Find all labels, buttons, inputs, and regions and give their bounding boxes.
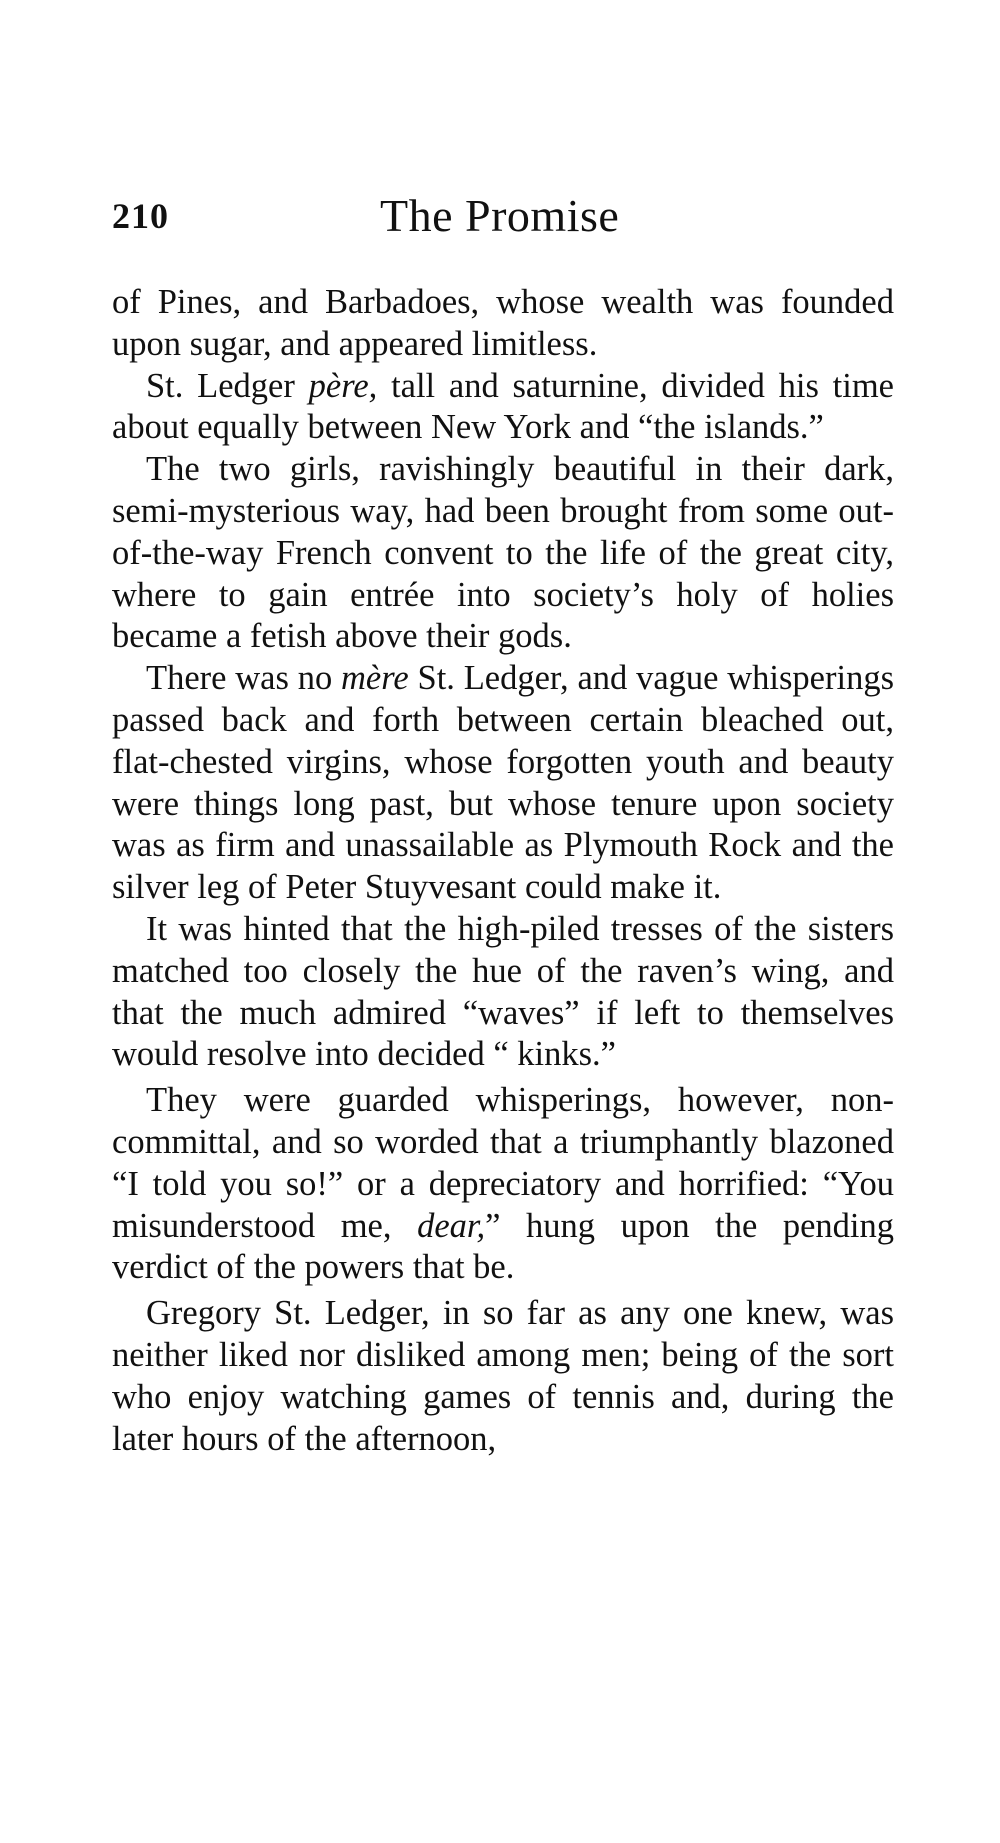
- paragraph-guarded-whisperings: [112, 1080, 894, 1289]
- paragraph-text: There was no: [146, 659, 342, 698]
- paragraph-text: of Pines, and Barbadoes, whose wealth was founded upon sugar, and appeared limitless.: [112, 283, 894, 363]
- paragraph-text: It was hinted that the high-piled tresses of the sisters matched too closely the hue of the raven’s wing, and that the much admired “waves” if left to themselves would resolve into decided “ kinks.”: [112, 909, 894, 1074]
- paragraph-text: St. Ledger: [146, 366, 309, 405]
- paragraph-two-girls: [112, 449, 894, 658]
- page-number: 210: [112, 196, 169, 236]
- paragraph-text: Gregory St. Ledger, in so far as any one knew, was neither liked nor disliked among men; being of the sort who enjoy watching games of tennis and, during the later hours of the afternoon,: [112, 1294, 894, 1458]
- paragraph-no-mere: [112, 658, 894, 909]
- running-head: [112, 186, 894, 246]
- paragraph-text: tall and saturnine, divided his time about equally between New York and “the islands.”: [112, 366, 894, 447]
- paragraph-text: ” hung upon the pending verdict of the powers that be.: [112, 1206, 895, 1287]
- paragraph-text: St. Ledger, and vague whisperings passed back and forth between certain bleached out, flat-chested virgins, whose forgotten youth and beauty were things long past, but whose tenure upon society was as firm and unassailable as Plymouth Rock and the silver leg of Peter Stuyvesant could make it.: [112, 659, 894, 907]
- body-text: [112, 282, 894, 1460]
- paragraph-text: The two girls, ravishingly beautiful in their dark, semi-mysterious way, had been brought from some out-of-the-way French convent to the life of the great city, where to gain entrée into society’s holy of holies became a fetish above their gods.: [112, 450, 894, 656]
- paragraph-text: They were guarded whisperings, however, non-committal, and so worded that a triumphantly blazoned “I told you so!” or a depreciatory and horrified: “You misunderstood me,: [112, 1081, 894, 1245]
- italic-word-pere: père,: [308, 366, 378, 405]
- italic-word-mere: mère: [341, 659, 409, 698]
- paragraph-continuation: [112, 282, 894, 366]
- paragraph-gregory: [112, 1293, 894, 1460]
- paragraph-st-ledger-pere: [112, 366, 894, 450]
- running-title: The Promise: [380, 190, 620, 241]
- italic-word-dear: dear,: [417, 1206, 486, 1245]
- paragraph-hinted: [112, 909, 894, 1076]
